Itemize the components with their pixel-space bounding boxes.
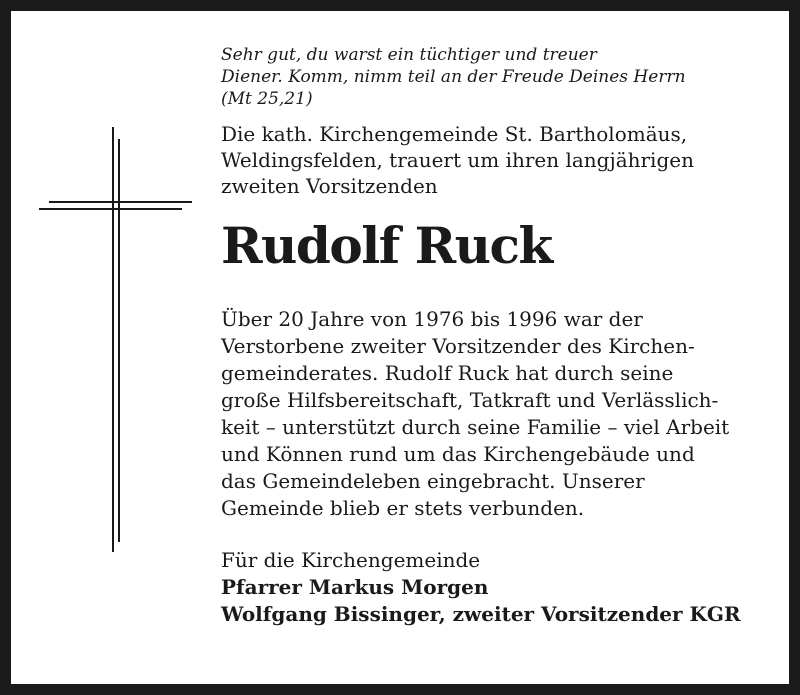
deceased-name: Rudolf Ruck — [221, 216, 552, 275]
signature-block — [221, 547, 766, 628]
tribute-text — [221, 306, 766, 522]
signature-intro: Für die Kirchengemeinde — [221, 548, 481, 572]
quote-line: Sehr gut, du warst ein tüchtiger und treuer — [221, 45, 597, 65]
tribute-line: Über 20 Jahre von 1976 bis 1996 war der — [221, 307, 643, 331]
intro-text — [221, 121, 766, 199]
tribute-line: und Können rund um das Kirchengebäude und — [221, 442, 695, 466]
quote-reference: (Mt 25,21) — [221, 89, 313, 109]
intro-line: Weldingsfelden, trauert um ihren langjährigen — [221, 148, 694, 172]
tribute-line: Verstorbene zweiter Vorsitzender des Kirchen- — [221, 334, 695, 358]
tribute-line: große Hilfsbereitschaft, Tatkraft und Verlässlich- — [221, 388, 719, 412]
intro-line: Die kath. Kirchengemeinde St. Bartholomäus, — [221, 122, 688, 146]
cross-icon — [37, 127, 197, 552]
signer-chairman: Wolfgang Bissinger, zweiter Vorsitzender KGR — [221, 602, 741, 626]
tribute-line: keit – unterstützt durch seine Familie – viel Arbeit — [221, 415, 730, 439]
quote-line: Diener. Komm, nimm teil an der Freude Deines Herrn — [221, 67, 686, 87]
bible-quote — [221, 44, 766, 110]
signer-pastor: Pfarrer Markus Morgen — [221, 575, 489, 599]
tribute-line: das Gemeindeleben eingebracht. Unserer — [221, 469, 645, 493]
obituary-content — [221, 44, 766, 628]
tribute-line: gemeinderates. Rudolf Ruck hat durch seine — [221, 361, 674, 385]
tribute-line: Gemeinde blieb er stets verbunden. — [221, 496, 585, 520]
intro-line: zweiten Vorsitzenden — [221, 174, 438, 198]
